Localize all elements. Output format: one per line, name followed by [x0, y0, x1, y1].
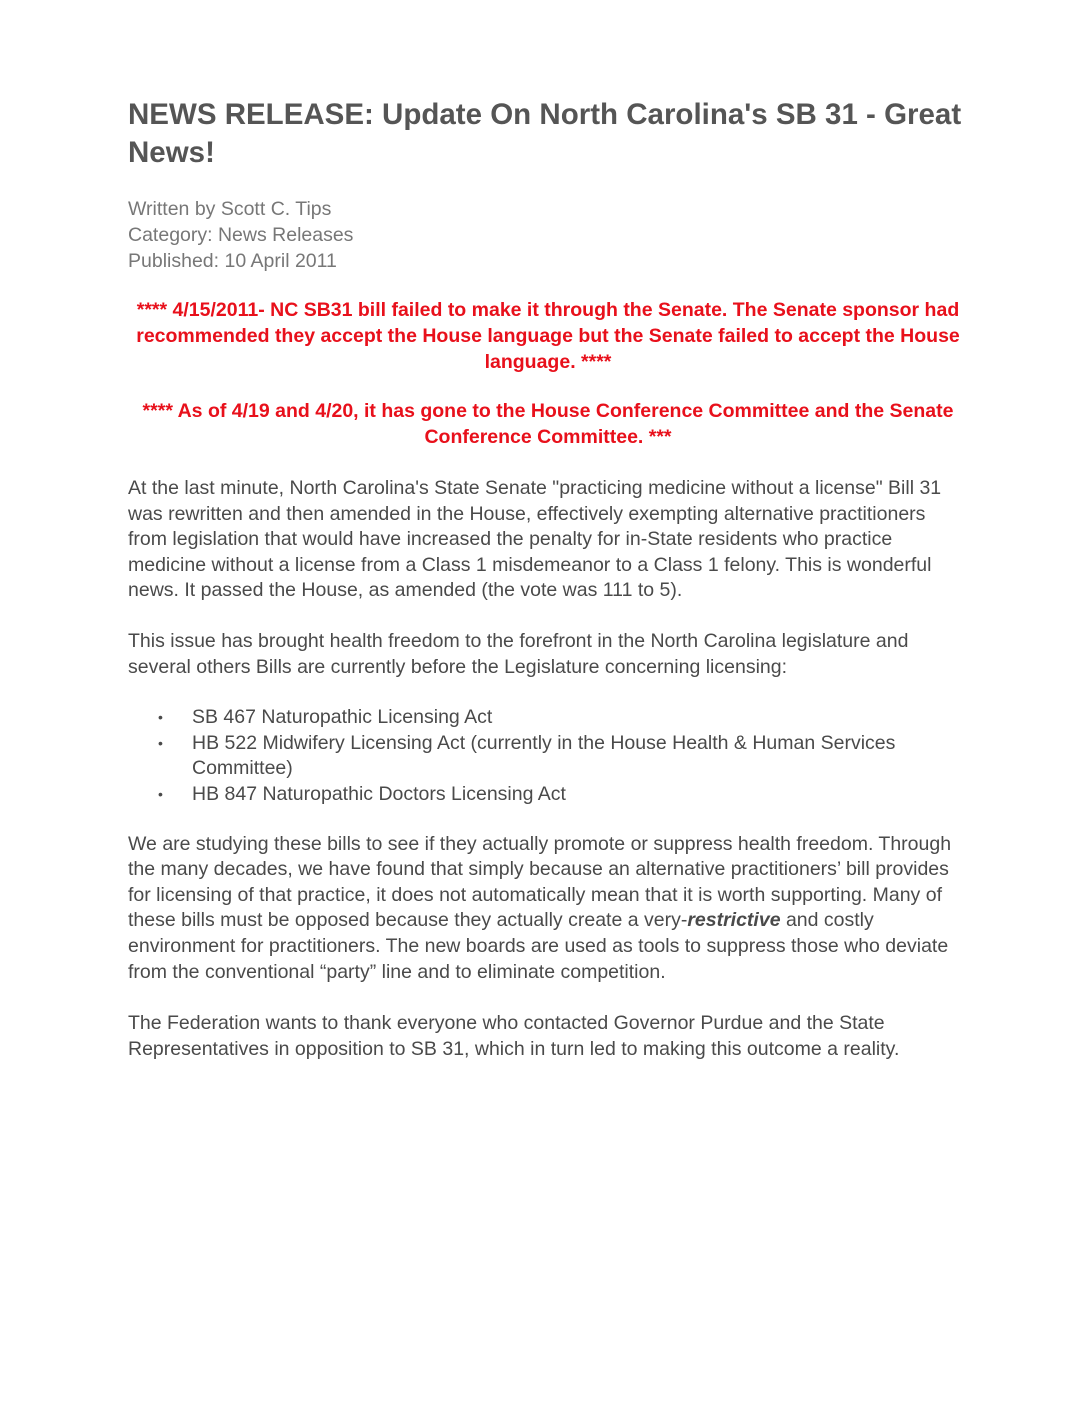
bullet-icon: •	[158, 785, 163, 802]
list-item	[128, 782, 968, 808]
paragraph-text-before: We are studying these bills to see if they actually promote or suppress health freedom. Through the many decades, we have found that simply because an alternative practitioners’ bill provides for licensing of that practice, it does not automatically mean that it is worth supporting. Many of these bills must be opposed because they actually create a very-	[128, 832, 952, 932]
article-title: NEWS RELEASE: Update On North Carolina's SB 31 - Great News!	[128, 98, 962, 169]
bill-text: HB 522 Midwifery Licensing Act (currently in the House Health & Human Services Committee)	[192, 731, 896, 780]
senate-failure-notice: **** 4/15/2011- NC SB31 bill failed to make it through the Senate. The Senate sponsor had recommended they accept the House language but the Senate failed to accept the House language. ****	[136, 299, 960, 373]
author-line: Written by Scott C. Tips	[128, 198, 332, 220]
list-item	[128, 705, 968, 731]
paragraph-text-after: and costly environment for practitioners. The new boards are used as tools to suppress those who deviate from the conventional “party” line and to eliminate competition.	[128, 909, 949, 983]
published-line: Published: 10 April 2011	[128, 250, 337, 272]
bullet-icon: •	[158, 709, 163, 726]
paragraph-health-freedom: This issue has brought health freedom to the forefront in the North Carolina legislature and several others Bills are currently before the Legislature concerning licensing:	[128, 629, 909, 678]
paragraph-studying-bills	[128, 832, 968, 986]
paragraph-thanks: The Federation wants to thank everyone who contacted Governor Purdue and the State Representatives in opposition to SB 31, which in turn led to making this outcome a reality.	[128, 1012, 900, 1060]
category-line: Category: News Releases	[128, 224, 354, 246]
restrictive-emphasis: restrictive	[687, 909, 781, 932]
bill-text: HB 847 Naturopathic Doctors Licensing Act	[192, 782, 566, 805]
article-meta	[128, 196, 968, 274]
bullet-icon: •	[158, 734, 163, 751]
bill-text: SB 467 Naturopathic Licensing Act	[192, 706, 493, 729]
paragraph-bill-amended: At the last minute, North Carolina's State Senate "practicing medicine without a license" Bill 31 was rewritten and then amended in the House, effectively exempting alternative practitioners from legislation that would have increased the penalty for in-State residents who practice medicine without a license from a Class 1 misdemeanor to a Class 1 felony. This is wonderful news. It passed the House, as amended (the vote was 111 to 5).	[128, 477, 942, 602]
article	[128, 96, 968, 1062]
conference-committee-notice: **** As of 4/19 and 4/20, it has gone to the House Conference Committee and the Senate Conference Committee. ***	[142, 400, 954, 448]
bills-list	[128, 705, 968, 807]
list-item	[128, 731, 968, 782]
